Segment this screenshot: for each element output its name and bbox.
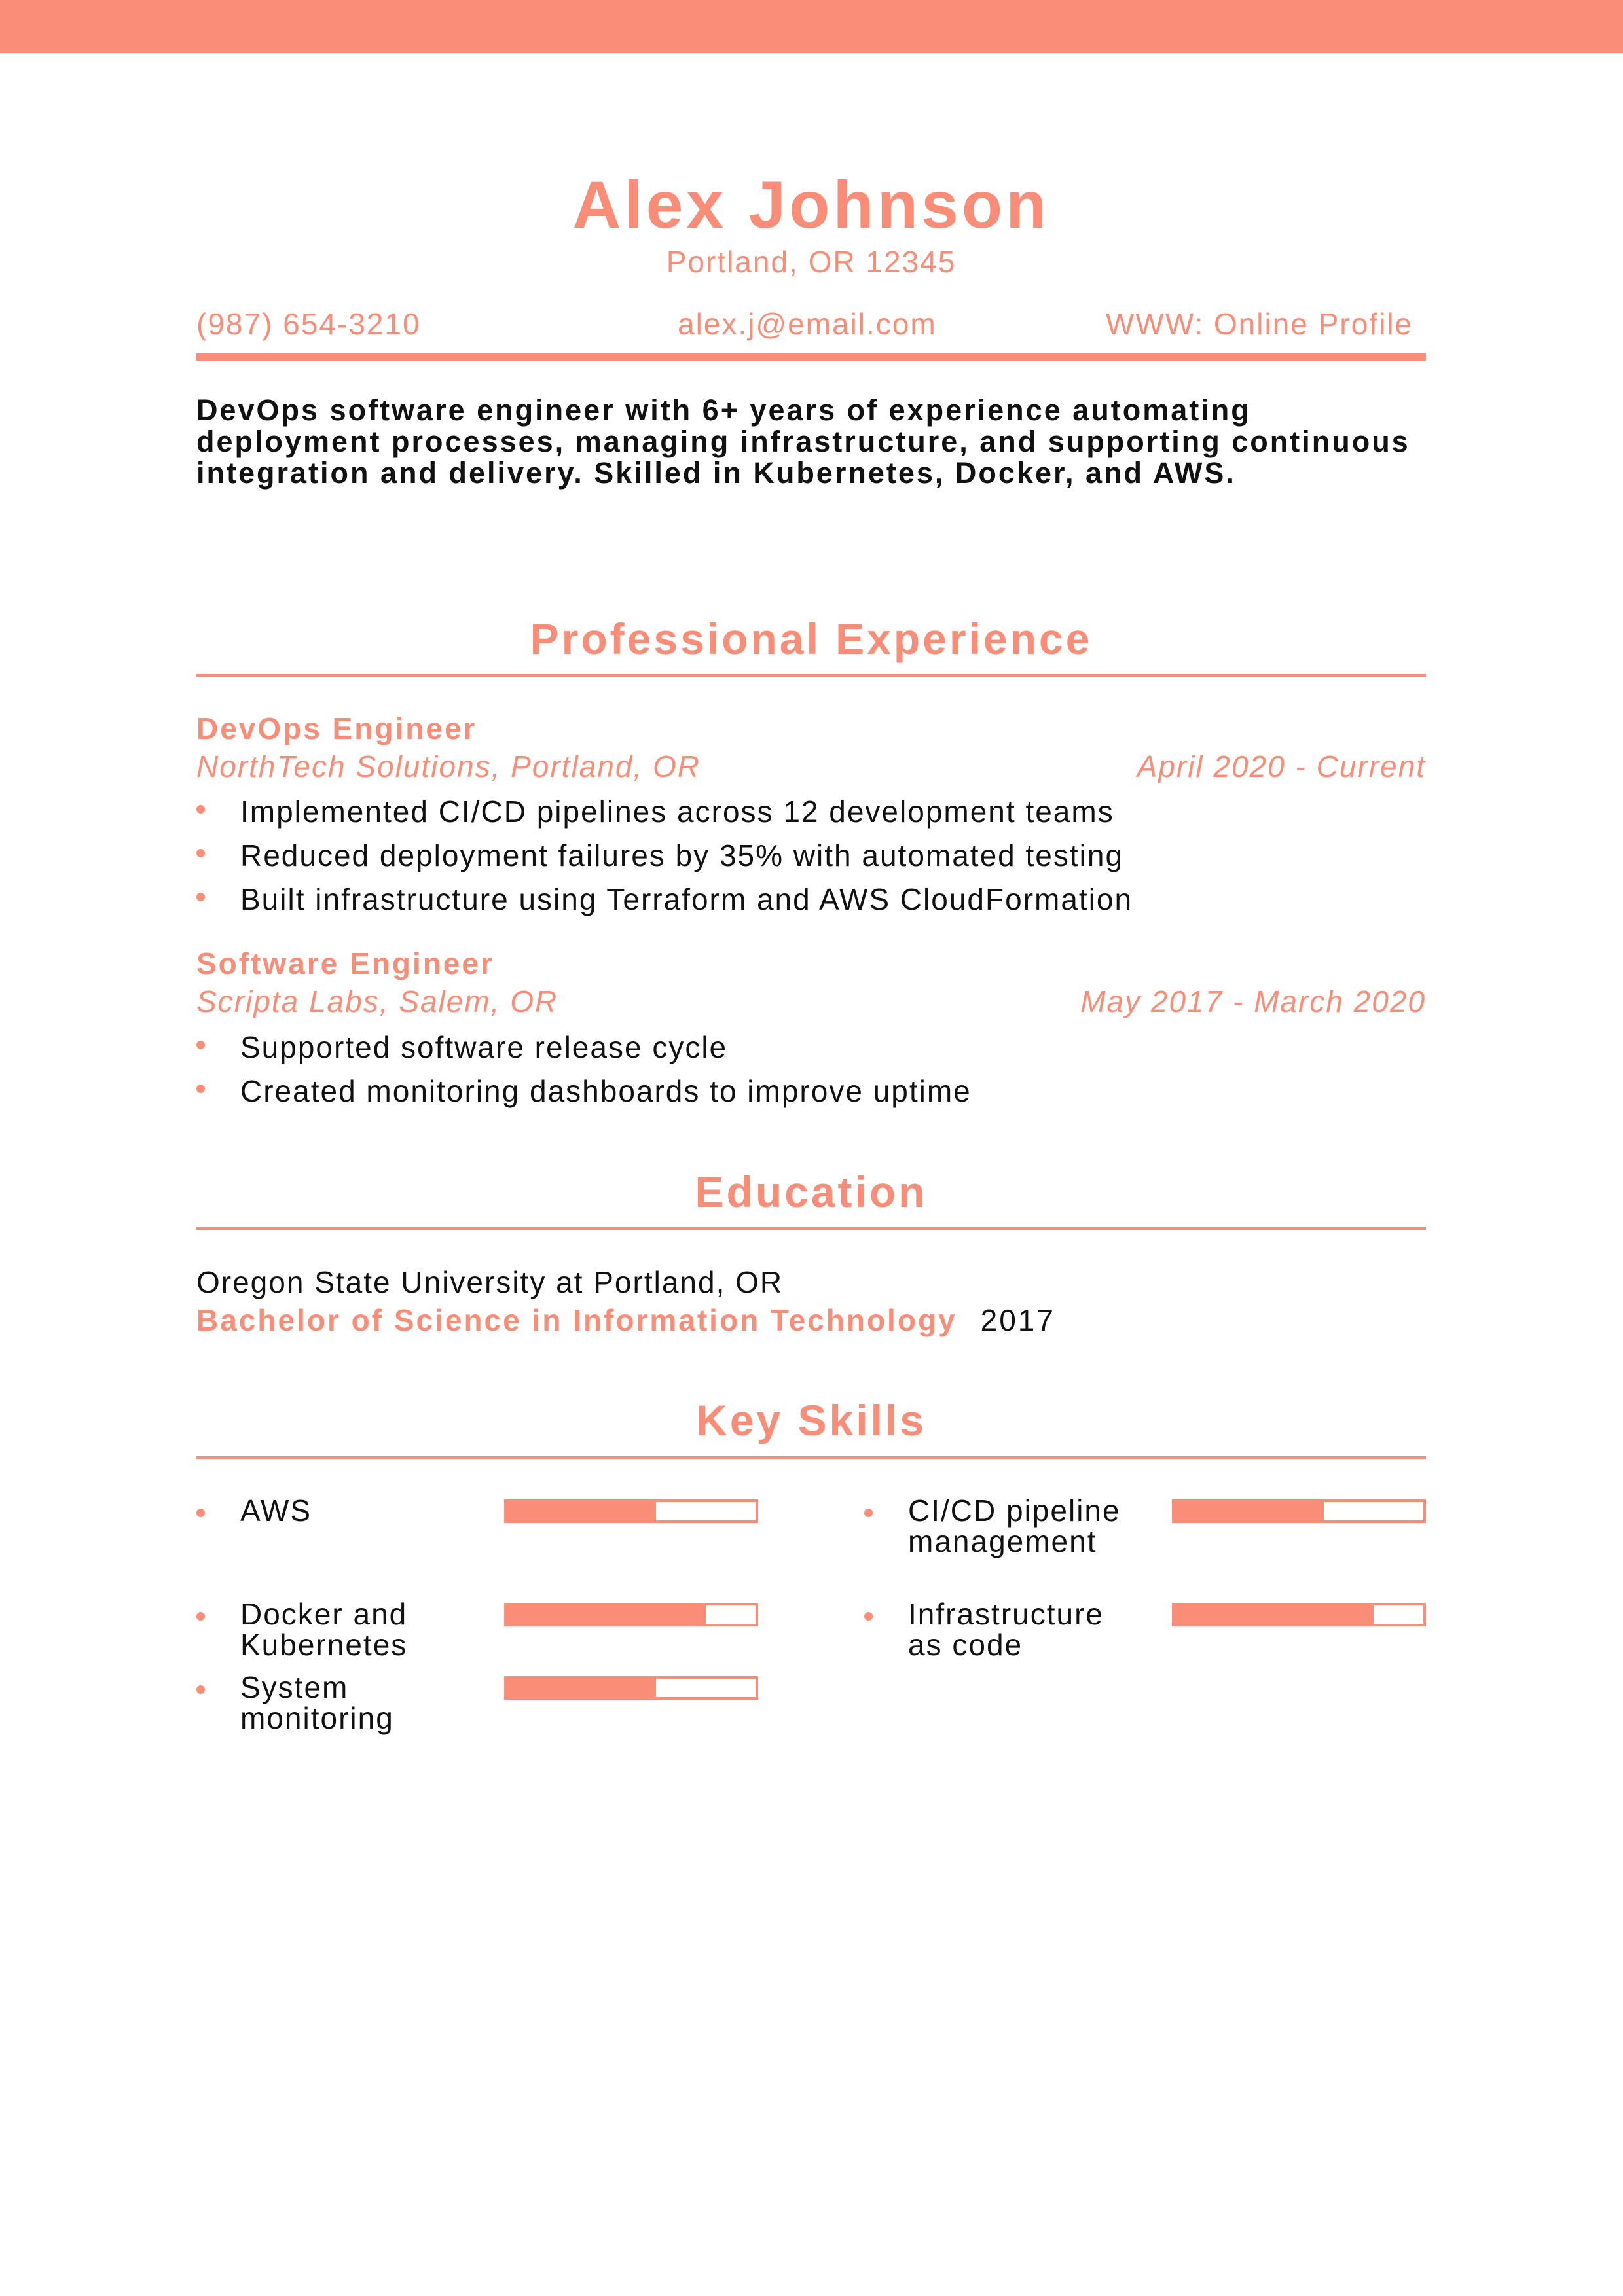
list-item bbox=[196, 836, 1426, 880]
top-accent-bar bbox=[0, 0, 1623, 53]
skill-label: Infrastructure as code bbox=[908, 1597, 1104, 1662]
skill-item bbox=[196, 1672, 759, 1764]
list-item bbox=[196, 880, 1426, 924]
candidate-address: Portland, OR 12345 bbox=[666, 245, 957, 279]
bullet-text: Created monitoring dashboards to improve uptime bbox=[240, 1074, 972, 1108]
bullet-dot-icon bbox=[196, 1085, 205, 1093]
bullet-text: Reduced deployment failures by 35% with automated testing bbox=[240, 838, 1124, 872]
bullet-dot-icon bbox=[196, 849, 205, 857]
bullet-dot-icon bbox=[196, 1041, 205, 1049]
job-dates: April 2020 - Current bbox=[1137, 749, 1426, 783]
skill-label: System monitoring bbox=[240, 1670, 394, 1735]
skill-level-fill bbox=[507, 1679, 656, 1697]
skill-level-bar bbox=[1172, 1603, 1426, 1626]
skills-divider bbox=[196, 1456, 1426, 1459]
job-meta bbox=[196, 984, 1426, 1023]
skills-section-title: Key Skills bbox=[696, 1396, 926, 1444]
list-item bbox=[196, 1071, 1426, 1115]
job-company: Scripta Labs, Salem, OR bbox=[196, 984, 558, 1018]
bullet-dot-icon bbox=[196, 893, 205, 901]
skill-level-bar bbox=[504, 1603, 758, 1626]
job-dates: May 2017 - March 2020 bbox=[1080, 984, 1426, 1018]
bullet-text: Supported software release cycle bbox=[240, 1030, 728, 1064]
phone-number: (987) 654-3210 bbox=[196, 307, 421, 341]
job-bullets bbox=[196, 1028, 1426, 1115]
job-title: DevOps Engineer bbox=[196, 711, 477, 745]
school-name: Oregon State University at Portland, OR bbox=[196, 1265, 784, 1299]
bullet-dot-icon bbox=[196, 805, 205, 814]
skill-level-fill bbox=[1175, 1605, 1374, 1624]
skill-level-bar bbox=[504, 1676, 758, 1700]
degree-line bbox=[196, 1302, 1055, 1338]
skill-item bbox=[864, 1599, 1427, 1691]
bullet-dot-icon bbox=[864, 1509, 873, 1517]
skill-label: Docker and Kubernetes bbox=[240, 1597, 408, 1662]
skill-level-bar bbox=[504, 1499, 758, 1523]
education-section-title: Education bbox=[695, 1168, 928, 1216]
candidate-name: Alex Johnson bbox=[572, 168, 1050, 242]
job-meta bbox=[196, 749, 1426, 788]
list-item bbox=[196, 792, 1426, 836]
job-bullets bbox=[196, 792, 1426, 924]
bullet-dot-icon bbox=[196, 1509, 205, 1517]
bullet-dot-icon bbox=[196, 1612, 205, 1621]
skill-label: CI/CD pipeline management bbox=[908, 1494, 1121, 1558]
contact-row bbox=[196, 306, 1426, 346]
skill-item bbox=[196, 1496, 759, 1587]
skill-level-fill bbox=[507, 1502, 656, 1520]
job-company: NorthTech Solutions, Portland, OR bbox=[196, 749, 701, 783]
skill-level-fill bbox=[1175, 1502, 1324, 1520]
skill-label: AWS bbox=[240, 1494, 312, 1528]
bullet-text: Implemented CI/CD pipelines across 12 development teams bbox=[240, 795, 1114, 829]
skill-level-fill bbox=[507, 1605, 706, 1624]
skill-level-bar bbox=[1172, 1499, 1426, 1523]
bullet-dot-icon bbox=[196, 1685, 205, 1694]
email-link[interactable]: alex.j@email.com bbox=[678, 307, 937, 341]
job-title: Software Engineer bbox=[196, 946, 494, 980]
experience-section-title: Professional Experience bbox=[530, 615, 1093, 663]
skill-item bbox=[864, 1496, 1427, 1587]
bullet-dot-icon bbox=[864, 1612, 873, 1621]
bullet-text: Built infrastructure using Terraform and AWS CloudFormation bbox=[240, 882, 1133, 916]
degree-name: Bachelor of Science in Information Technology bbox=[196, 1303, 957, 1337]
education-divider bbox=[196, 1227, 1426, 1230]
header-divider bbox=[196, 353, 1426, 361]
website-link[interactable]: WWW: Online Profile bbox=[1105, 307, 1413, 341]
graduation-year: 2017 bbox=[980, 1303, 1055, 1337]
summary-paragraph: DevOps software engineer with 6+ years of experience automating deployment processes, managing infrastructure, and supporting continuous integration and delivery. Skilled in Kubernetes, Docker, and AWS. bbox=[196, 393, 1410, 490]
experience-divider bbox=[196, 674, 1426, 677]
list-item bbox=[196, 1028, 1426, 1071]
